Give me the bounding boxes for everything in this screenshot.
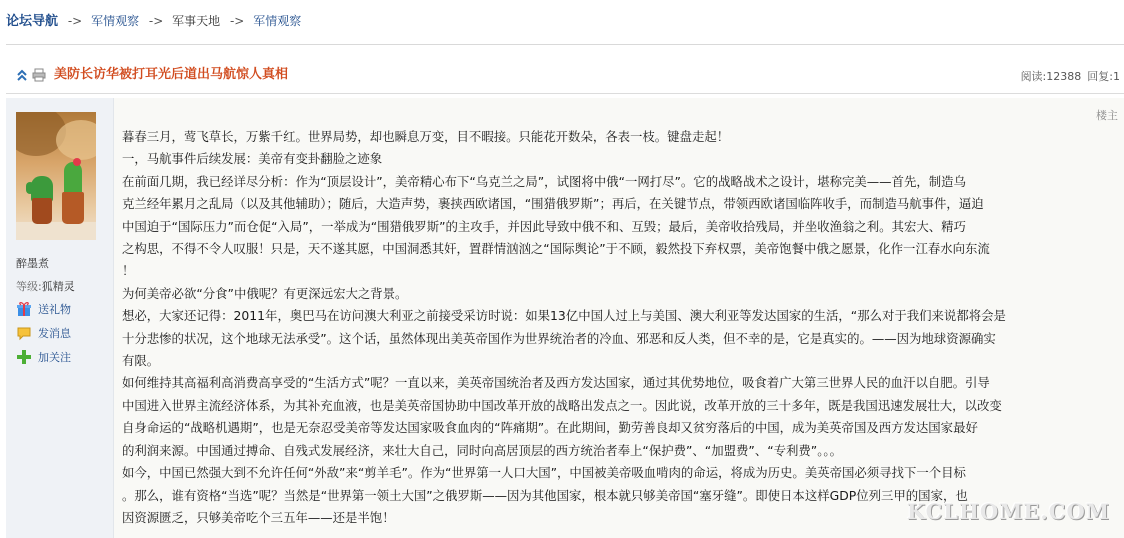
- post-line: 十分悲惨的状况，这个地球无法承受”。这个话，虽然体现出美英帝国作为世界统治者的冷血、邪恶和反人类，但不幸的是，它是真实的。——因为地球资源确实: [122, 330, 996, 346]
- breadcrumb-link-military-world[interactable]: 军事天地: [172, 14, 221, 28]
- message-icon: [16, 325, 32, 341]
- breadcrumb-link-military-watch[interactable]: 军情观察: [91, 14, 140, 28]
- follow-label: 加关注: [38, 351, 71, 364]
- post-line: 如今，中国已然强大到不允许任何“外敌”来“剪羊毛”。作为“世界第一人口大国”，中国被美帝吸血啃肉的命运，将成为历史。美英帝国必须寻找下一个目标: [122, 465, 966, 481]
- floor-label: 楼主: [1096, 109, 1118, 122]
- gift-icon: [16, 301, 32, 317]
- author-level: [16, 278, 75, 294]
- views-count: 12388: [1046, 70, 1082, 83]
- breadcrumb-separator: ->: [148, 14, 164, 28]
- author-name[interactable]: 醉墨煮: [16, 257, 49, 270]
- post-line: 中国迫于“国际压力”而仓促“入局”，一举成为“围猎俄罗斯”的主攻手，并因此导致中俄不和、互毁；最后，美帝收拾残局，并坐收渔翁之利。其宏大、精巧: [122, 218, 966, 234]
- thread-title: 美防长访华被打耳光后道出马航惊人真相: [54, 67, 289, 82]
- printer-icon[interactable]: [32, 68, 46, 82]
- post-line: 中国进入世界主流经济体系，为其补充血液，也是美英帝国协助中国改革开放的战略出发点之一。因此说，改革开放的三十多年，既是我国迅速发展壮大，以改变: [122, 397, 1002, 413]
- replies-label: 回复:: [1087, 70, 1113, 83]
- thread-title-bar: [6, 60, 1124, 90]
- author-panel: [6, 98, 114, 538]
- breadcrumb-root-link[interactable]: 论坛导航: [6, 14, 59, 29]
- thread-icons: [16, 68, 46, 82]
- views-label: 阅读:: [1020, 70, 1047, 83]
- post-line: 克兰经年累月之乱局（以及其他辅助）；随后，大造声势，裹挟西欧诸国，“围猎俄罗斯”；再后，在关键节点，带领西欧诸国临阵收手，而制造马航事件，逼迫: [122, 196, 984, 212]
- avatar[interactable]: [16, 112, 96, 240]
- post-line: ！: [122, 263, 135, 279]
- post-line: 为何美帝必欲“分食”中俄呢？有更深远宏大之背景。: [122, 285, 408, 301]
- post-line: 的利润来源。中国通过搏命、自残式发展经济，来壮大自己，同时向高居顶层的西方统治者奉上“保护费”、“加盟费”、“专利费”。。。: [122, 442, 842, 458]
- breadcrumb-link-current-board[interactable]: 军情观察: [253, 14, 302, 28]
- post-line: 因资源匮乏，只够美帝吃个三五年——还是半饱！: [122, 509, 395, 525]
- send-message-button[interactable]: [16, 324, 71, 342]
- post-line: 如何维持其高福利高消费高享受的“生活方式”呢？一直以来，美英帝国统治者及西方发达国家，通过其优势地位，吸食着广大第三世界人民的血汗以自肥。引导: [122, 375, 990, 391]
- post-line: 自身命运的“战略机遇期”，也是无奈忍受美帝等发达国家吸食血肉的“阵痛期”。在此期间，勤劳善良却又贫穷落后的中国，成为美英帝国及西方发达国家最好: [122, 420, 978, 436]
- follow-button[interactable]: [16, 348, 71, 366]
- level-value: 狐精灵: [41, 280, 75, 293]
- send-gift-label: 送礼物: [38, 303, 71, 316]
- divider: [6, 93, 1124, 94]
- breadcrumb: [6, 12, 301, 30]
- post-line: 一，马航事件后续发展：美帝有变卦翻脸之迹象: [122, 151, 383, 167]
- post-line: 想必，大家还记得：2011年，奥巴马在访问澳大利亚之前接受采访时说：如果13亿中国人过上与美国、澳大利亚等发达国家的生活，“那么对于我们来说都将会是: [122, 308, 1006, 324]
- post-line: 暮春三月，莺飞草长，万紫千红。世界局势，却也瞬息万变，目不暇接。只能花开数朵，各表一枝。键盘走起！: [122, 129, 730, 144]
- plus-icon: [16, 349, 32, 365]
- post-line: 在前面几期，我已经详尽分析：作为“顶层设计”，美帝精心布下“乌克兰之局”，试图将中俄“一网打尽”。它的战略战术之设计，堪称完美——首先，制造乌: [122, 173, 966, 189]
- breadcrumb-separator: ->: [229, 14, 245, 28]
- watermark: KCLHOME.COM: [906, 499, 1110, 524]
- post-line: 有限。: [122, 353, 160, 369]
- post-line: 之构思，不得不令人叹服！只是，天不遂其愿，中国洞悉其奸，置群情汹汹之“国际舆论”于不顾，毅然投下弃权票，美帝饱餐中俄之愿景，化作一江春水向东流: [122, 241, 990, 257]
- send-gift-button[interactable]: [16, 300, 71, 318]
- double-chevron-up-icon[interactable]: [16, 69, 28, 81]
- divider: [6, 44, 1124, 45]
- post: [6, 98, 1124, 538]
- thread-stats: [1021, 68, 1120, 84]
- breadcrumb-separator: ->: [67, 14, 83, 28]
- level-label: 等级:: [16, 280, 42, 293]
- replies-count: 1: [1113, 70, 1120, 83]
- post-content: [122, 126, 1122, 529]
- post-line: 。那么，谁有资格“当选”呢？当然是“世界第一领土大国”之俄罗斯——因为其他国家，根本就只够美帝国“塞牙缝”。即使日本这样GDP位列三甲的国家，也: [122, 487, 968, 503]
- send-message-label: 发消息: [38, 327, 71, 340]
